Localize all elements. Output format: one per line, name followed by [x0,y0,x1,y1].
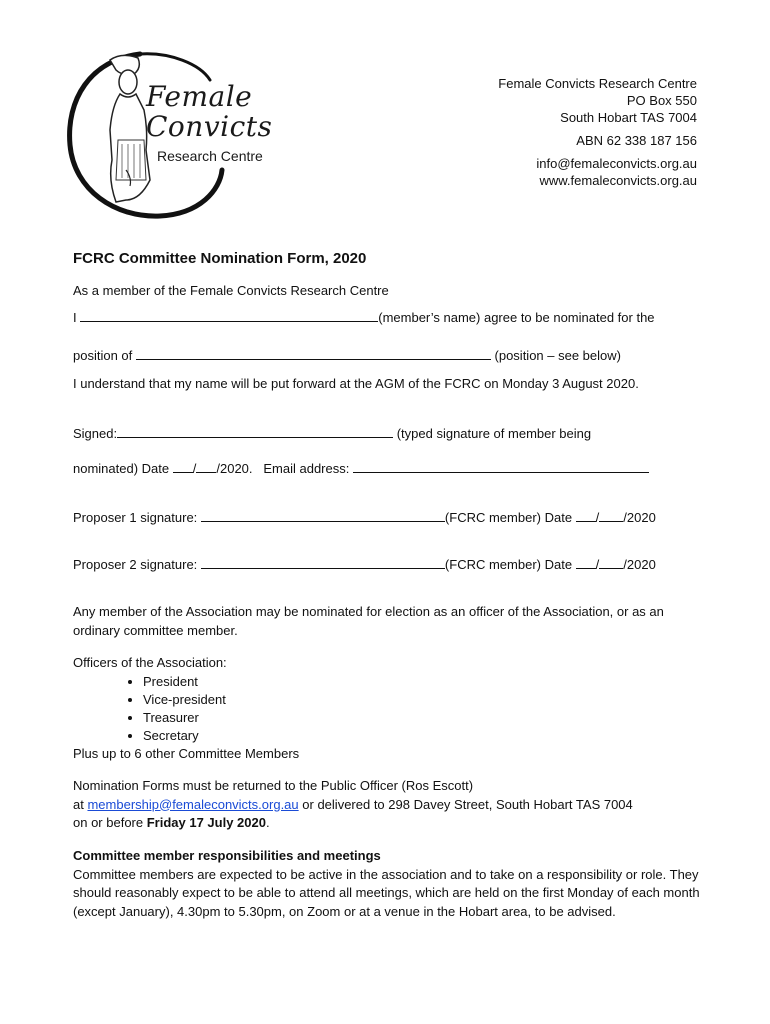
other-members-note: Plus up to 6 other Committee Members [73,745,300,761]
email-field[interactable] [353,460,649,473]
list-item: • Treasurer [143,709,703,727]
officers-list [73,673,703,745]
date-day-field[interactable] [173,460,193,473]
nominated-date-line: nominated) Date / /2020. Email address: [73,460,649,476]
return-instructions: Nomination Forms must be returned to the Public Officer (Ros Escott) at membership@femaleconvicts.org.au or delivered to 298 Davey Street, South Hobart TAS 7004 on or before Friday 17 July 2020. [73,778,633,830]
list-item: • President [143,673,703,691]
responsibilities-section [73,847,703,921]
eligibility-paragraph: Any member of the Association may be nominated for election as an officer of the Association, or as an ordinary committee member. [73,604,664,638]
logo-word-convicts: Convicts [146,110,273,143]
city-line: South Hobart TAS 7004 [560,110,697,125]
position-field[interactable] [136,347,491,360]
officers-heading: Officers of the Association: [73,655,227,670]
address-block [498,75,697,189]
contact-email: info@femaleconvicts.org.au [536,156,697,171]
proposer1-day-field[interactable] [576,509,596,522]
proposer2-day-field[interactable] [576,556,596,569]
proposer1-month-field[interactable] [599,509,623,522]
responsibilities-heading: Committee member responsibilities and meetings [73,848,381,863]
list-item: • Vice-president [143,691,703,709]
responsibilities-text: Committee members are expected to be active in the association and to take on a responsibility or role. They should reasonably expect to be able to attend all meetings, which are held on the first Monday of each month (except January), 4.30pm to 5.30pm, on Zoom or at a venue in the Hobart area, to be advised. [73,866,700,919]
proposer2-line: Proposer 2 signature: (FCRC member) Date / /2020 [73,557,656,572]
membership-email-link[interactable]: membership@femaleconvicts.org.au [87,796,299,812]
proposer1-line: Proposer 1 signature: (FCRC member) Date / /2020 [73,510,656,525]
agm-statement: I understand that my name will be put forward at the AGM of the FCRC on Monday 3 August 2020. [73,376,639,391]
proposer1-signature-field[interactable] [201,509,445,522]
intro-line: As a member of the Female Convicts Research Centre [73,283,389,298]
website: www.femaleconvicts.org.au [539,173,697,188]
deadline: Friday 17 July 2020 [146,815,266,830]
member-name-field[interactable] [80,309,378,322]
officers-section [73,654,703,763]
proposer2-month-field[interactable] [599,556,623,569]
position-line: position of (position – see below) [73,348,621,363]
signed-line: Signed: (typed signature of member being [73,426,592,441]
org-name: Female Convicts Research Centre [498,76,697,91]
po-box: PO Box 550 [626,93,697,108]
list-item: • Secretary [143,727,703,745]
proposer2-signature-field[interactable] [201,556,445,569]
signature-field[interactable] [117,425,393,438]
logo-word-female: Female [146,80,253,113]
member-name-line: I (member’s name) agree to be nominated for the [73,310,655,325]
date-month-field[interactable] [196,460,216,473]
form-title: FCRC Committee Nomination Form, 2020 [73,250,367,267]
abn: ABN 62 338 187 156 [576,133,697,148]
logo-word-research-centre: Research Centre [157,148,263,164]
